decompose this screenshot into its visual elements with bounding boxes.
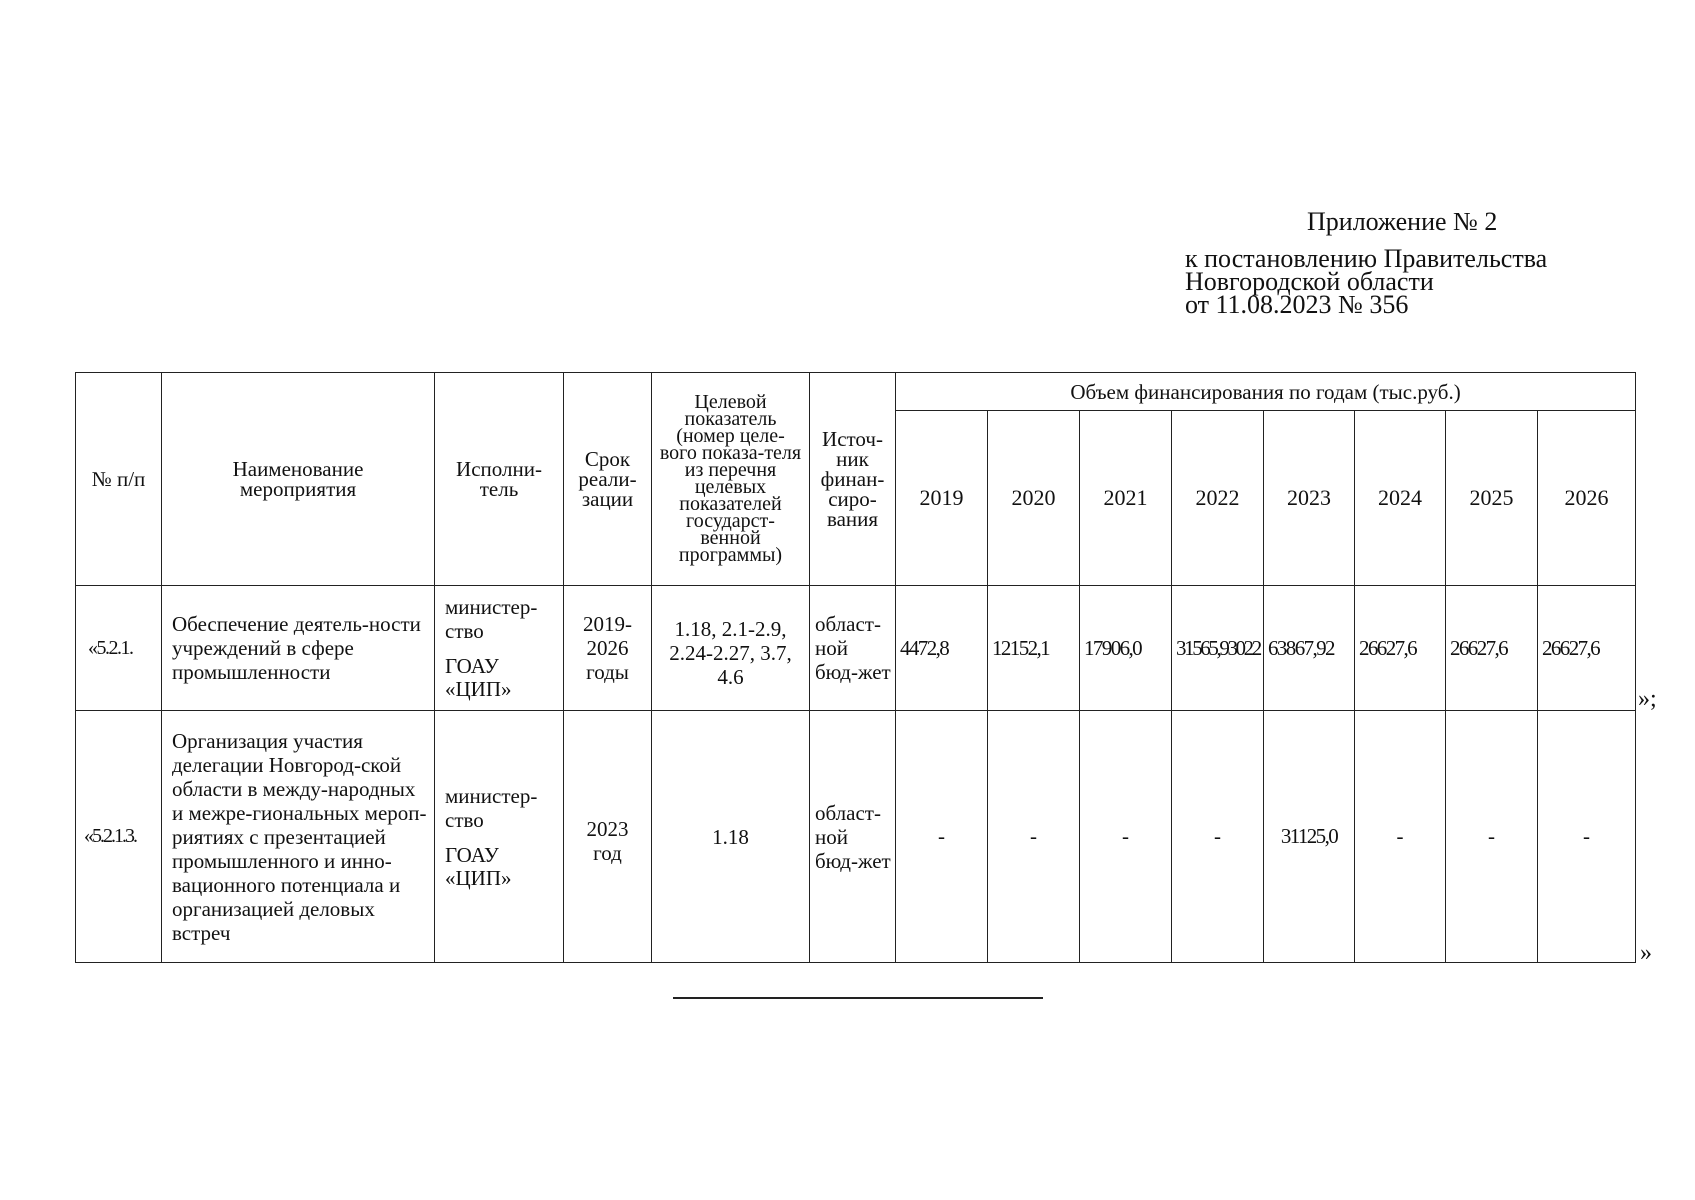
target-indicator: 1.18 (652, 711, 810, 963)
activity-name: Организация участия делегации Новгород-ской области в между-народных и межре-гиональных мероп-риятиях с презентацией промышленного и инно-вационного потенциала и организацией деловых встреч (162, 711, 435, 963)
bottom-divider (673, 997, 1043, 999)
table-row (76, 586, 1636, 711)
term: 2019-2026 годы (564, 586, 652, 711)
row-number: «5.2.1.3. (76, 711, 162, 963)
appendix-line-3: от 11.08.2023 № 356 (1185, 290, 1409, 319)
funding-source: област-ной бюд-жет (810, 711, 896, 963)
appendix-title: Приложение № 2 (1307, 207, 1498, 236)
value-2021: - (1080, 711, 1172, 963)
funding-source: област-ной бюд-жет (810, 586, 896, 711)
header-year-2025: 2025 (1446, 411, 1538, 586)
value-2024: - (1355, 711, 1446, 963)
header-target: Целевой показатель (номер целе-вого показа-теля из перечня целевых показателей государст-венной программы) (652, 373, 810, 586)
executor-org: ГОАУ «ЦИП» (445, 842, 512, 890)
header-year-2019: 2019 (896, 411, 988, 586)
header-name: Наименование мероприятия (162, 373, 435, 586)
header-year-2023: 2023 (1264, 411, 1355, 586)
value-2019: - (896, 711, 988, 963)
target-indicator: 1.18, 2.1-2.9, 2.24-2.27, 3.7, 4.6 (652, 586, 810, 711)
header-year-2026: 2026 (1538, 411, 1636, 586)
executor-org: ГОАУ «ЦИП» (445, 654, 512, 701)
header-source: Источ-ник финан-сиро-вания (810, 373, 896, 586)
value-2020: 12152,1 (988, 586, 1080, 711)
row-number: «5.2.1. (76, 586, 162, 711)
header-year-2022: 2022 (1172, 411, 1264, 586)
appendix-line-1: к постановлению Правительства (1185, 244, 1548, 273)
activity-name: Обеспечение деятель-ности учреждений в сфере промышленности (162, 586, 435, 711)
header-term: Срок реали-зации (564, 373, 652, 586)
executor (435, 711, 564, 963)
header-num: № п/п (76, 373, 162, 586)
value-2026: 26627,6 (1538, 586, 1636, 711)
value-2024: 26627,6 (1355, 586, 1446, 711)
value-2025: - (1446, 711, 1538, 963)
value-2026: - (1538, 711, 1636, 963)
executor-ministry: министер-ство (445, 595, 538, 643)
header-row-top (76, 373, 1636, 411)
value-2023: 63867,92 (1264, 586, 1355, 711)
value-2025: 26627,6 (1446, 586, 1538, 711)
value-2020: - (988, 711, 1080, 963)
value-2021: 17906,0 (1080, 586, 1172, 711)
header-year-2020: 2020 (988, 411, 1080, 586)
funding-table (75, 372, 1636, 963)
appendix-line-2: Новгородской области (1185, 267, 1434, 296)
value-2022: 31565,93022 (1172, 586, 1264, 711)
closing-quote-row-2: » (1640, 940, 1652, 966)
appendix-heading (1185, 207, 1548, 319)
closing-quote-row-1: »; (1638, 686, 1657, 712)
header-year-2021: 2021 (1080, 411, 1172, 586)
header-funding: Объем финансирования по годам (тыс.руб.) (896, 373, 1636, 411)
header-year-2024: 2024 (1355, 411, 1446, 586)
value-2023: 31125,0 (1264, 711, 1355, 963)
value-2019: 4472,8 (896, 586, 988, 711)
term: 2023 год (564, 711, 652, 963)
value-2022: - (1172, 711, 1264, 963)
executor-ministry: министер-ство (445, 783, 538, 832)
header-executor: Исполни-тель (435, 373, 564, 586)
table-row (76, 711, 1636, 963)
executor (435, 586, 564, 711)
